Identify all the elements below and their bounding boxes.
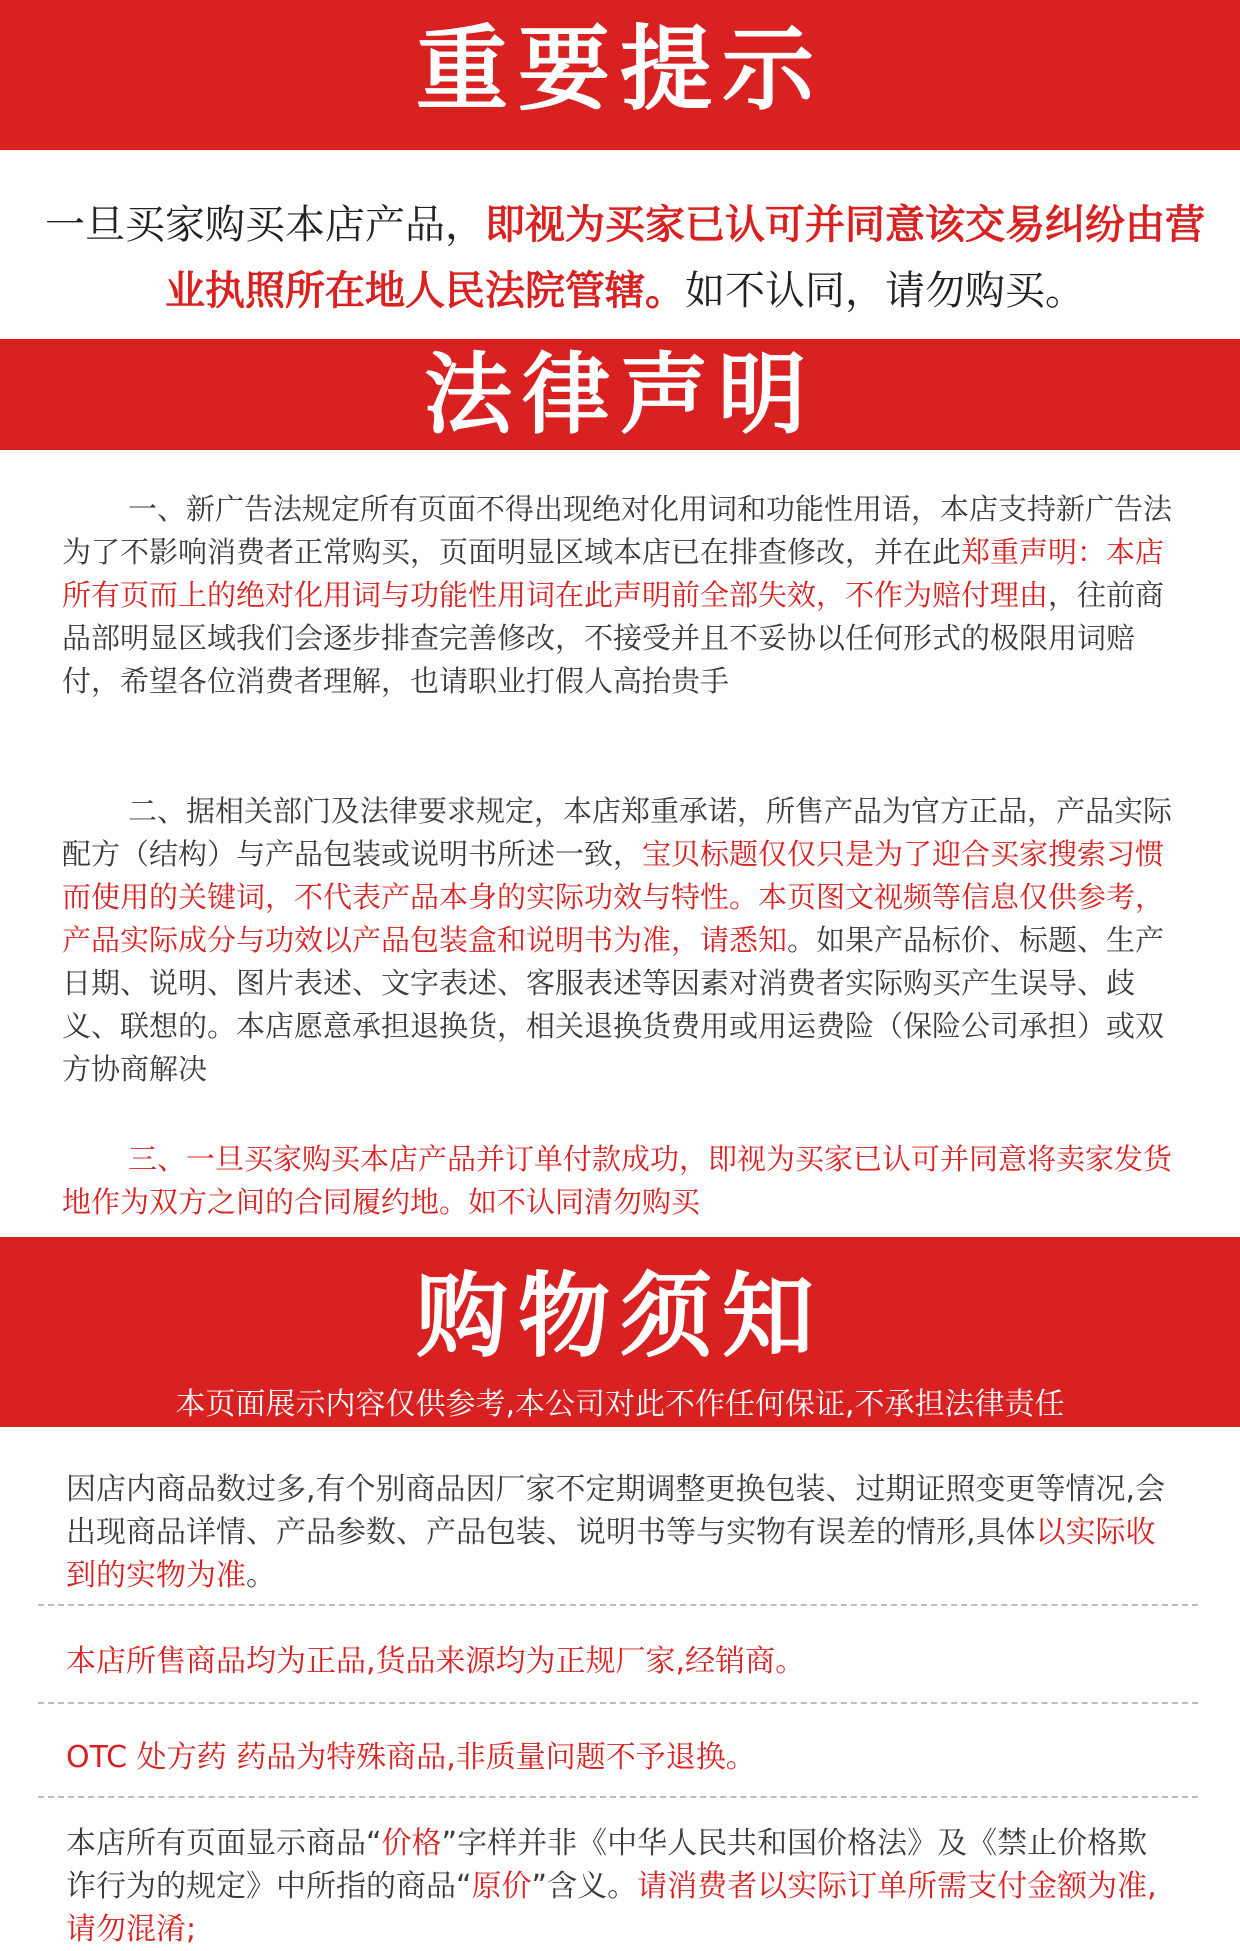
notice-paragraph <box>30 192 1220 324</box>
legal-p1-highlight: 郑重声明：本店所有页而上的绝对化用词与功能性用词在此声明前全部失效，不作为赔付理由 <box>62 535 1165 612</box>
dashed-divider <box>38 1702 1198 1704</box>
shopping-notice-title: 购物须知 <box>415 1263 824 1370</box>
legal-p2-text-end: 。如果产品标价、标题、生产日期、说明、图片表述、文字表述、客服表述等因素对消费者实际购买产生误导、歧义、联想的。本店愿意承担退换货，相关退换货费用或用运费险（保险公司承担）或双方协商解决 <box>62 923 1165 1086</box>
notice-text: 一旦买家购买本店产品， <box>45 202 485 248</box>
notice-text-end: 如不认同，请勿购买。 <box>685 268 1085 314</box>
shopping-item-4-text-2: ”字样并非《中华人民共和国价格法》及《禁止价格欺诈行为的规定》中所指的商品“ <box>66 1826 1148 1904</box>
shopping-item-1 <box>66 1468 1176 1597</box>
dashed-divider <box>38 1796 1198 1798</box>
shopping-item-4-original-price-word: 原价 <box>471 1869 532 1904</box>
legal-p2-highlight: 宝贝标题仅仅只是为了迎合买家搜索习惯而使用的关键词，不代表产品本身的实际功效与特性。本页图文视频等信息仅供参考，产品实际成分与功效以产品包装盒和说明书为准，请悉知 <box>62 837 1165 957</box>
legal-p2-text: 二、据相关部门及法律要求规定，本店郑重承诺，所售产品为官方正品，产品实际配方（结构）与产品包装或说明书所述一致， <box>62 794 1173 871</box>
shopping-notice-banner <box>0 1237 1240 1427</box>
shopping-item-4 <box>66 1822 1176 1951</box>
shopping-item-1-end: 。 <box>246 1558 276 1593</box>
legal-p1-text-end: ，往前商品部明显区域我们会逐步排查完善修改，不接受并且不妥协以任何形式的极限用词赔付，希望各位消费者理解，也请职业打假人高抬贵手 <box>62 578 1165 698</box>
shopping-notice-subtitle: 本页面展示内容仅供参考,本公司对此不作任何保证,不承担法律责任 <box>175 1387 1065 1422</box>
legal-statement-banner <box>0 339 1240 450</box>
shopping-item-4-price-word: 价格 <box>381 1826 442 1861</box>
shopping-item-4-text: 本店所有页面显示商品“ <box>66 1826 382 1861</box>
dashed-divider <box>38 1604 1198 1606</box>
important-notice-banner <box>0 0 1240 150</box>
legal-paragraph-3 <box>62 1138 1182 1224</box>
legal-p1-text: 一、新广告法规定所有页面不得出现绝对化用词和功能性用语，本店支持新广告法为了不影响消费者正常购买，页面明显区域本店已在排查修改，并在此 <box>62 492 1173 569</box>
legal-paragraph-2 <box>62 790 1182 1091</box>
legal-p3-text: 三、一旦买家购买本店产品并订单付款成功，即视为买家已认可并同意将卖家发货地作为双方之间的合同履约地。如不认同清勿购买 <box>62 1142 1173 1219</box>
shopping-item-1-highlight: 以实际收到的实物为准 <box>66 1515 1156 1593</box>
shopping-item-3: OTC 处方药 药品为特殊商品,非质量问题不予退换。 <box>66 1740 756 1775</box>
legal-statement-title: 法律声明 <box>423 343 816 446</box>
shopping-item-2: 本店所售商品均为正品,货品来源均为正规厂家,经销商。 <box>66 1644 806 1679</box>
legal-paragraph-1 <box>62 488 1182 703</box>
shopping-item-4-text-3: ”含义。 <box>531 1869 638 1904</box>
shopping-item-4-highlight: 请消费者以实际订单所需支付金额为准,请勿混淆; <box>66 1869 1157 1947</box>
shopping-item-1-text: 因店内商品数过多,有个别商品因厂家不定期调整更换包装、过期证照变更等情况,会出现商品详情、产品参数、产品包装、说明书等与实物有误差的情形,具体 <box>66 1472 1166 1550</box>
notice-highlight: 即视为买家已认可并同意该交易纠纷由营业执照所在地人民法院管辖。 <box>165 202 1205 314</box>
important-notice-title: 重要提示 <box>415 16 824 123</box>
